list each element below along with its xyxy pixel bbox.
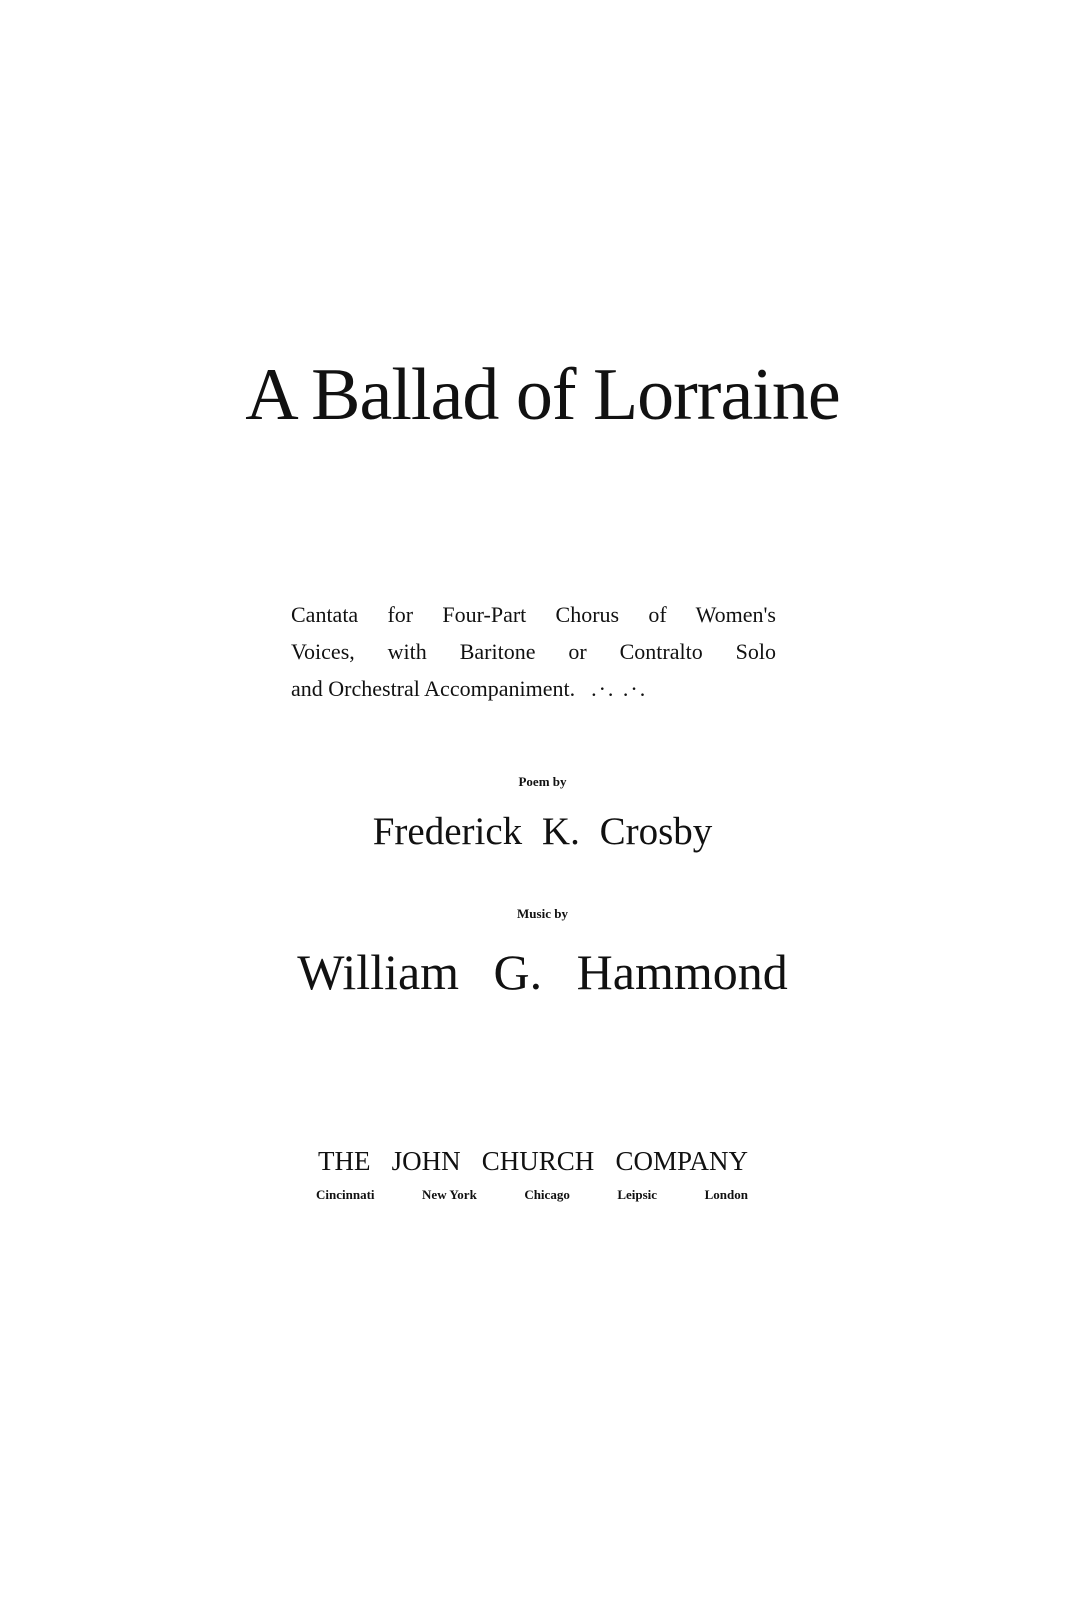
- publisher-cities: [316, 1186, 748, 1204]
- subtitle-line-1: Cantata for Four-Part Chorus of Women's: [291, 602, 776, 627]
- city-chicago: Chicago: [524, 1187, 570, 1202]
- music-by-label: Music by: [517, 906, 568, 921]
- composer-name: William G. Hammond: [297, 944, 788, 1000]
- city-london: London: [704, 1187, 748, 1202]
- city-cincinnati: Cincinnati: [316, 1187, 375, 1202]
- subtitle-line-2: Voices, with Baritone or Contralto Solo: [291, 639, 776, 664]
- ornament-dots: .·. .·.: [591, 676, 648, 701]
- publisher-name: THE JOHN CHURCH COMPANY: [318, 1146, 748, 1176]
- subtitle-line-3-text: and Orchestral Accompaniment.: [291, 676, 576, 701]
- page-title: A Ballad of Lorraine: [245, 354, 840, 436]
- poem-by-label: Poem by: [518, 774, 567, 789]
- poet-name: Frederick K. Crosby: [372, 810, 713, 853]
- city-new-york: New York: [422, 1187, 477, 1202]
- city-leipsic: Leipsic: [617, 1187, 658, 1202]
- subtitle-line-3: [291, 670, 776, 707]
- subtitle-description: [291, 596, 776, 707]
